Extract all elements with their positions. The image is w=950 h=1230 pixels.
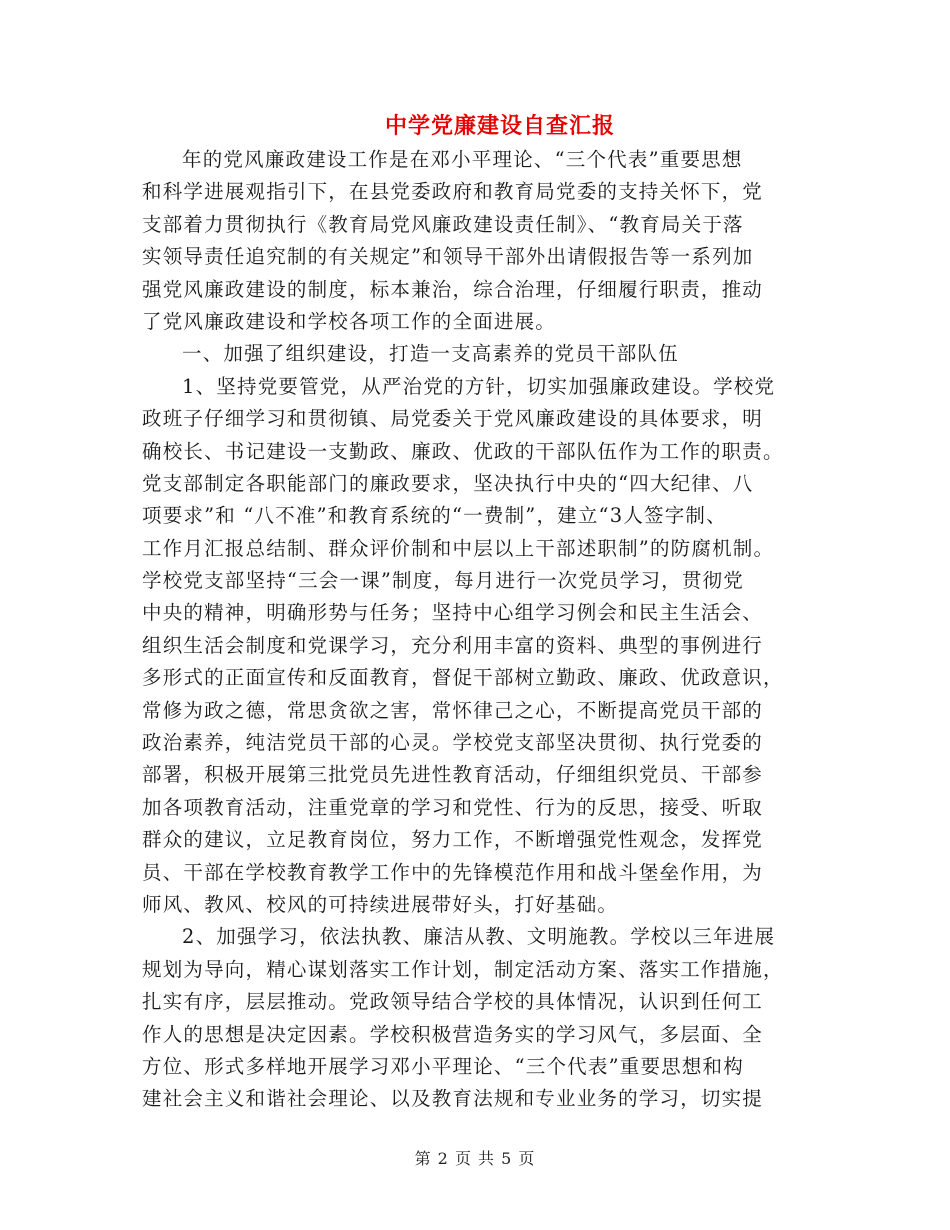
paragraph-line: 工作月汇报总结制、群众评价制和中层以上干部述职制”的防腐机制。	[142, 536, 775, 560]
paragraph-line: 多形式的正面宣传和反面教育，督促干部树立勤政、廉政、优政意识，	[142, 666, 784, 690]
paragraph-line: 项要求”和 “八不准”和教育系统的“一费制”，建立“3人签字制、	[142, 504, 727, 528]
paragraph-line: 政班子仔细学习和贯彻镇、局党委关于党风廉政建设的具体要求，明	[142, 407, 764, 431]
paragraph-line: 确校长、书记建设一支勤政、廉政、优政的干部队伍作为工作的职责。	[142, 439, 784, 463]
paragraph-line: 建社会主义和谐社会理论、以及教育法规和专业业务的学习，切实提	[142, 1087, 764, 1111]
section-heading: 一、加强了组织建设，打造一支高素养的党员干部队伍	[182, 342, 679, 366]
paragraph-line: 2、加强学习，依法执教、廉洁从教、文明施教。学校以三年进展	[182, 925, 776, 949]
paragraph-line: 1、坚持党要管党，从严治党的方针，切实加强廉政建设。学校党	[182, 374, 776, 398]
paragraph-line: 方位、形式多样地开展学习邓小平理论、“三个代表”重要思想和构	[142, 1054, 744, 1078]
paragraph-line: 作人的思想是决定因素。学校积极营造务实的学习风气，多层面、全	[142, 1022, 764, 1046]
paragraph-line: 了党风廉政建设和学校各项工作的全面进展。	[142, 309, 557, 333]
paragraph-line: 政治素养，纯洁党员干部的心灵。学校党支部坚决贯彻、执行党委的	[142, 731, 764, 755]
paragraph-line: 部署，积极开展第三批党员先进性教育活动，仔细组织党员、干部参	[142, 763, 764, 787]
document-title: 中学党廉建设自查汇报	[384, 113, 615, 139]
paragraph-line: 党支部制定各职能部门的廉政要求，坚决执行中央的“四大纪律、八	[142, 471, 754, 495]
paragraph-line: 常修为政之德，常思贪欲之害，常怀律己之心，不断提高党员干部的	[142, 698, 764, 722]
paragraph-line: 员、干部在学校教育教学工作中的先锋模范作用和战斗堡垒作用，为	[142, 860, 764, 884]
paragraph-line: 强党风廉政建设的制度，标本兼治，综合治理，仔细履行职责，推动	[142, 277, 764, 301]
paragraph-line: 年的党风廉政建设工作是在邓小平理论、“三个代表”重要思想	[182, 148, 743, 171]
paragraph-line: 支部着力贯彻执行《教育局党风廉政建设责任制》、“教育局关于落	[142, 212, 744, 236]
paragraph-line: 学校党支部坚持“三会一课”制度，每月进行一次党员学习，贯彻党	[142, 569, 744, 593]
page-number-footer: 第 2 页 共 5 页	[414, 1149, 536, 1168]
paragraph-line: 中央的精神，明确形势与任务；坚持中心组学习例会和民主生活会、	[142, 601, 764, 625]
paragraph-line: 群众的建议，立足教育岗位，努力工作，不断增强党性观念，发挥党	[142, 828, 764, 852]
paragraph-line: 实领导责任追究制的有关规定”和领导干部外出请假报告等一系列加	[142, 245, 754, 269]
paragraph-line: 和科学进展观指引下，在县党委政府和教育局党委的支持关怀下，党	[142, 180, 764, 204]
paragraph-line: 加各项教育活动，注重党章的学习和党性、行为的反思，接受、听取	[142, 795, 764, 819]
document-body	[142, 144, 814, 1116]
paragraph-line: 师风、教风、校风的可持续进展带好头，打好基础。	[142, 892, 619, 916]
paragraph-line: 扎实有序，层层推动。党政领导结合学校的具体情况，认识到任何工	[142, 990, 764, 1014]
paragraph-line: 规划为导向，精心谋划落实工作计划，制定活动方案、落实工作措施，	[142, 957, 784, 981]
paragraph-line: 组织生活会制度和党课学习，充分利用丰富的资料、典型的事例进行	[142, 633, 764, 657]
